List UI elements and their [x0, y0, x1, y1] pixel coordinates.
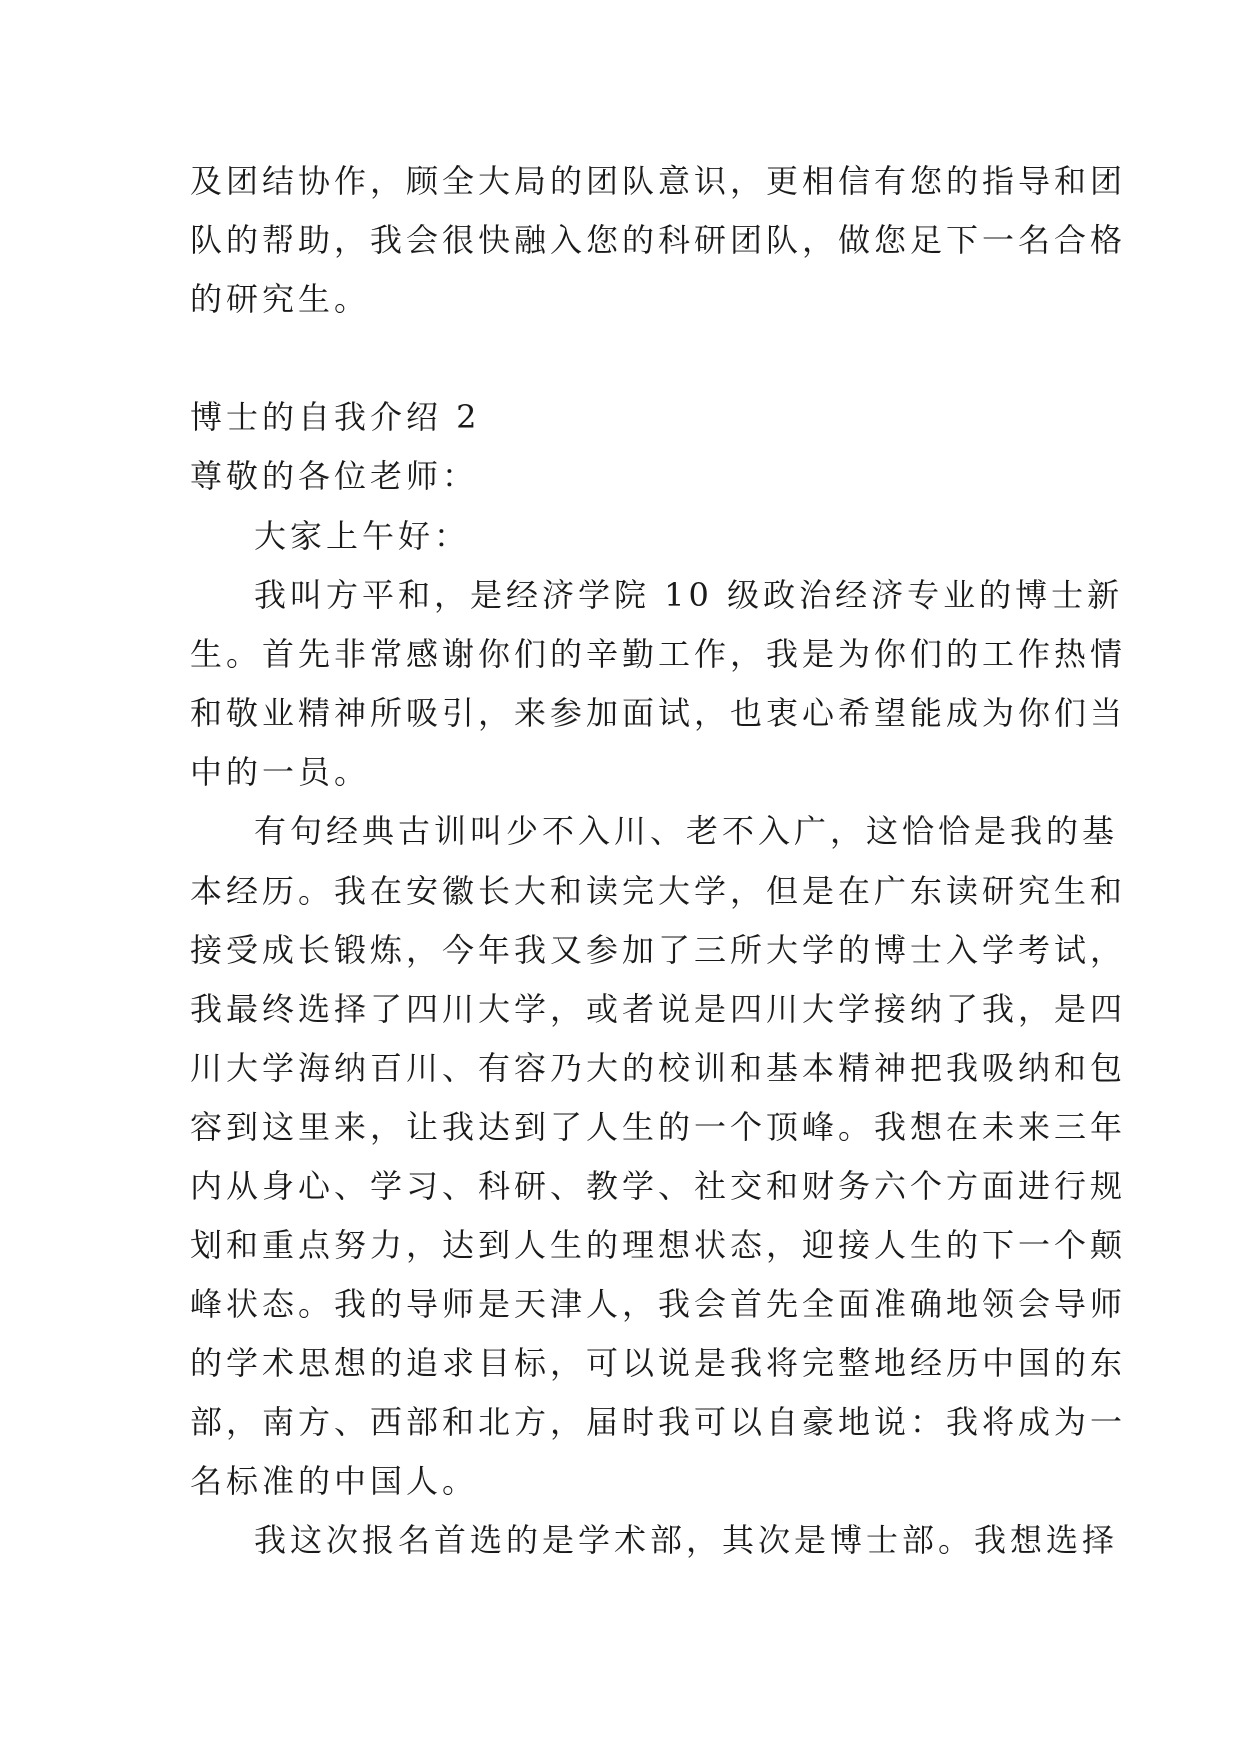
text-line: 川大学海纳百川、有容乃大的校训和基本精神把我吸纳和包: [190, 1049, 1127, 1087]
text-line: 内从身心、学习、科研、教学、社交和财务六个方面进行规: [190, 1167, 1127, 1205]
salutation: 尊敬的各位老师：: [190, 457, 479, 495]
text-line: 我这次报名首选的是学术部，其次是博士部。我想选择: [254, 1521, 1119, 1559]
text-line: 和敬业精神所吸引，来参加面试，也衷心希望能成为你们当: [190, 694, 1127, 732]
text-line: 的学术思想的追求目标，可以说是我将完整地经历中国的东: [190, 1344, 1127, 1382]
text-line: 划和重点努力，达到人生的理想状态，迎接人生的下一个颠: [190, 1226, 1127, 1264]
text-line: 我最终选择了四川大学，或者说是四川大学接纳了我，是四: [190, 990, 1127, 1028]
text-line: 峰状态。我的导师是天津人，我会首先全面准确地领会导师: [190, 1285, 1127, 1323]
text-line: 本经历。我在安徽长大和读完大学，但是在广东读研究生和: [190, 872, 1127, 910]
greeting: 大家上午好：: [254, 517, 471, 555]
text-line: 名标准的中国人。: [190, 1462, 479, 1500]
text-line: 队的帮助，我会很快融入您的科研团队，做您足下一名合格: [190, 221, 1127, 259]
text-line: 接受成长锻炼，今年我又参加了三所大学的博士入学考试，: [190, 931, 1127, 969]
text-line: 有句经典古训叫少不入川、老不入广，这恰恰是我的基: [254, 812, 1119, 850]
text-line: 容到这里来，让我达到了人生的一个顶峰。我想在未来三年: [190, 1108, 1127, 1146]
text-line: 及团结协作，顾全大局的团队意识，更相信有您的指导和团: [190, 162, 1127, 200]
text-line: 我叫方平和，是经济学院 10 级政治经济专业的博士新: [254, 576, 1124, 614]
section-heading: 博士的自我介绍 2: [190, 398, 481, 436]
text-line: 的研究生。: [190, 280, 371, 318]
text-line: 部，南方、西部和北方，届时我可以自豪地说：我将成为一: [190, 1403, 1127, 1441]
text-line: 中的一员。: [190, 753, 371, 791]
text-line: 生。首先非常感谢你们的辛勤工作，我是为你们的工作热情: [190, 635, 1127, 673]
